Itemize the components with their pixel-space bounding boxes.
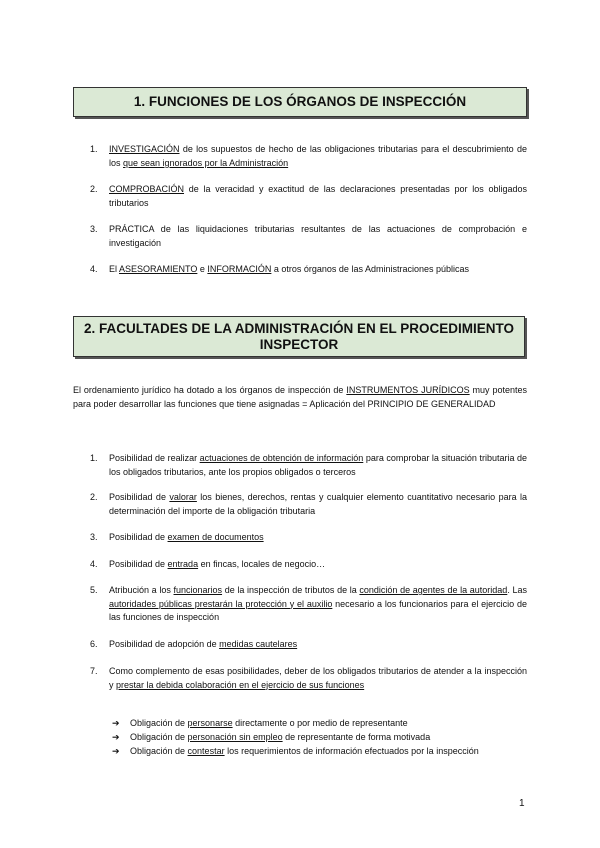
list-number: 7. (90, 666, 98, 676)
list-item (90, 452, 527, 479)
arrow-right-icon: ➔ (112, 732, 120, 742)
text: Atribución a los (109, 585, 174, 595)
list-item (90, 263, 527, 277)
text: Posibilidad de adopción de (109, 639, 220, 649)
list-item (90, 638, 527, 652)
list-number: 5. (90, 585, 98, 595)
section-2-intro (73, 383, 527, 411)
text: Obligación de (130, 732, 188, 742)
text: los bienes, derechos, rentas y cualquier elemento cuantitativo necesario para la determinación del importe de la obligación tributaria (109, 492, 528, 516)
text: El (109, 264, 120, 274)
underlined-text: que sean ignorados por la Administración (123, 157, 289, 168)
list-item (90, 491, 528, 518)
underlined-text: autoridades públicas prestarán la protección y el auxilio (109, 598, 333, 609)
underlined-text: medidas cautelares (219, 639, 298, 649)
underlined-text: funcionarios (173, 585, 223, 595)
text: El ordenamiento jurídico ha dotado a los órganos de inspección de (73, 385, 347, 395)
text: los requerimientos de información efectuados por la inspección (224, 746, 479, 756)
list-number: 2. (90, 492, 98, 502)
text: necesario a los funcionarios para el ejercicio de las funciones de inspección (109, 598, 527, 623)
list-item (90, 183, 527, 210)
text: Como complemento de esas posibilidades, deber de los obligados tributarios de atender a la inspección y (109, 666, 527, 690)
underlined-text: valorar (169, 492, 197, 502)
page-number: 1 (519, 798, 525, 809)
text: Posibilidad de (109, 492, 170, 502)
list-item (112, 744, 479, 758)
text: Obligación de (130, 718, 188, 728)
underlined-text: prestar la debida colaboración en el ejercicio de sus funciones (116, 679, 365, 690)
text: de la veracidad y exactitud de las declaraciones presentadas por los obligados tributarios (109, 184, 527, 208)
list-number: 1. (90, 144, 98, 154)
text: de la inspección de tributos de la (222, 585, 360, 595)
list-number: 3. (90, 224, 98, 234)
section-1-heading: 1. FUNCIONES DE LOS ÓRGANOS DE INSPECCIÓN (73, 87, 527, 117)
text: de los supuestos de hecho de las obligaciones tributarias para el descubrimiento de los (109, 144, 527, 168)
list-item (90, 143, 527, 170)
text: Posibilidad de realizar (109, 453, 200, 463)
underlined-text: condición de agentes de la autoridad (359, 585, 508, 595)
text: en fincas, locales de negocio… (198, 559, 326, 569)
text: . Las (507, 585, 527, 595)
list-item (90, 531, 527, 545)
underlined-text: COMPROBACIÓN (109, 184, 185, 194)
text: de representante de forma motivada (282, 732, 431, 742)
underlined-text: INSTRUMENTOS JURÍDICOS (346, 385, 470, 395)
text: Obligación de (130, 746, 188, 756)
underlined-text: personarse (187, 718, 233, 728)
text: directamente o por medio de representante (232, 718, 408, 728)
list-number: 4. (90, 264, 98, 274)
list-item (90, 223, 527, 250)
list-item (90, 558, 527, 572)
underlined-text: examen de documentos (167, 532, 264, 542)
underlined-text: entrada (167, 559, 199, 569)
text: Posibilidad de (109, 532, 168, 542)
underlined-text: personación sin empleo (187, 732, 283, 742)
list-number: 4. (90, 559, 98, 569)
list-item (112, 730, 430, 744)
list-item (90, 584, 527, 625)
text: PRÁCTICA de las liquidaciones tributarias resultantes de las actuaciones de comprobación e investigación (109, 224, 527, 248)
text: a otros órganos de las Administraciones públicas (271, 264, 469, 274)
text: e (197, 264, 208, 274)
list-number: 2. (90, 184, 98, 194)
list-item (90, 665, 527, 692)
list-number: 1. (90, 453, 98, 463)
underlined-text: INFORMACIÓN (207, 264, 272, 274)
arrow-right-icon: ➔ (112, 746, 120, 756)
list-item (112, 716, 408, 730)
underlined-text: actuaciones de obtención de información (199, 453, 364, 463)
underlined-text: ASESORAMIENTO (119, 264, 198, 274)
section-2-heading: 2. FACULTADES DE LA ADMINISTRACIÓN EN EL PROCEDIMIENTO INSPECTOR (73, 316, 525, 357)
list-number: 3. (90, 532, 98, 542)
text: para comprobar la situación tributaria de los obligados tributarios, ante los propios obligados o terceros (109, 453, 527, 477)
list-number: 6. (90, 639, 98, 649)
text: muy potentes para poder desarrollar las funciones que tiene asignadas = Aplicación del PRINCIPIO DE GENERALIDAD (73, 385, 527, 409)
text: Posibilidad de (109, 559, 168, 569)
underlined-text: INVESTIGACIÓN (109, 144, 180, 154)
underlined-text: contestar (187, 746, 225, 756)
arrow-right-icon: ➔ (112, 718, 120, 728)
